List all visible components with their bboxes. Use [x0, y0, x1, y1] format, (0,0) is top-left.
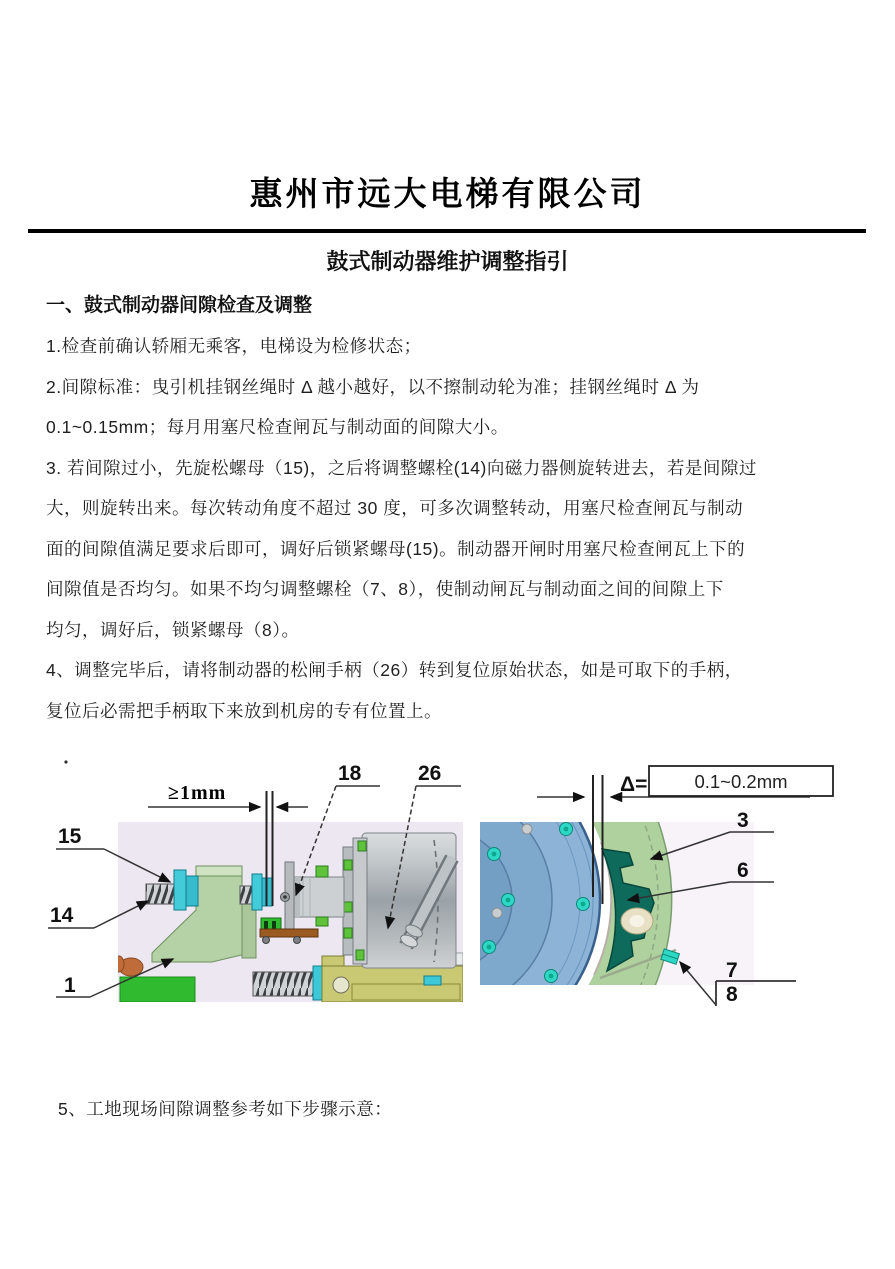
delta-value: 0.1~0.2mm — [694, 771, 788, 792]
part-label-text: 15 — [58, 825, 82, 848]
company-title: 惠州市远大电梯有限公司 — [249, 177, 646, 213]
part-label-text: 7 — [726, 959, 738, 982]
text-line: 大，则旋转出来。每次转动角度不超过 30 度，可多次调整转动，用塞尺检查闸瓦与制动 — [46, 498, 744, 518]
text-line: 4、调整完毕后，请将制动器的松闸手柄（26）转到复位原始状态，如是可取下的手柄， — [46, 660, 743, 680]
delta-label: Δ= — [620, 773, 648, 796]
text-line: 间隙值是否均匀。如果不均匀调整螺栓（7、8），使制动闸瓦与制动面之间的间隙上下 — [46, 579, 724, 599]
part-label-text: 3 — [737, 809, 749, 832]
part-label-text: 14 — [50, 904, 74, 927]
text-line: 面的间隙值满足要求后即可，调好后锁紧螺母(15)。制动器开闸时用塞尺检查闸瓦上下的 — [46, 538, 746, 559]
section-heading: 一、鼓式制动器间隙检查及调整 — [46, 295, 313, 316]
part-label-text: 26 — [418, 762, 442, 785]
text-line: 0.1~0.15mm；每月用塞尺检查闸瓦与制动面的间隙大小。 — [46, 417, 509, 437]
part-label-text: 6 — [737, 859, 749, 882]
document-title: 鼓式制动器维护调整指引 — [326, 249, 569, 274]
horizontal-rule — [28, 229, 866, 233]
part-label-text: 1 — [64, 974, 76, 997]
text-line: 1.检查前确认轿厢无乘客，电梯设为检修状态； — [46, 336, 422, 356]
text-line: 2.间隙标准：曳引机挂钢丝绳时 Δ 越小越好，以不擦制动轮为准；挂钢丝绳时 Δ 为 — [46, 376, 700, 397]
brake-machine-illustration — [114, 822, 463, 1002]
body-text — [46, 326, 876, 731]
part-label-text: 8 — [726, 983, 738, 1006]
figure-brake-adjuster — [45, 752, 465, 1010]
part-label-text: 18 — [338, 762, 362, 785]
text-line: 3. 若间隙过小，先旋松螺母（15)，之后将调整螺栓(14)向磁力器侧旋转进去，若是间隙过 — [46, 457, 757, 478]
dimension-label: ≥1mm — [168, 782, 227, 804]
step5-line: 5、工地现场间隙调整参考如下步骤示意： — [58, 1099, 393, 1119]
figure-brake-drum — [465, 752, 885, 1012]
text-line: 均匀，调好后，锁紧螺母（8）。 — [46, 619, 300, 640]
text-line: 复位后必需把手柄取下来放到机房的专有位置上。 — [46, 700, 442, 721]
